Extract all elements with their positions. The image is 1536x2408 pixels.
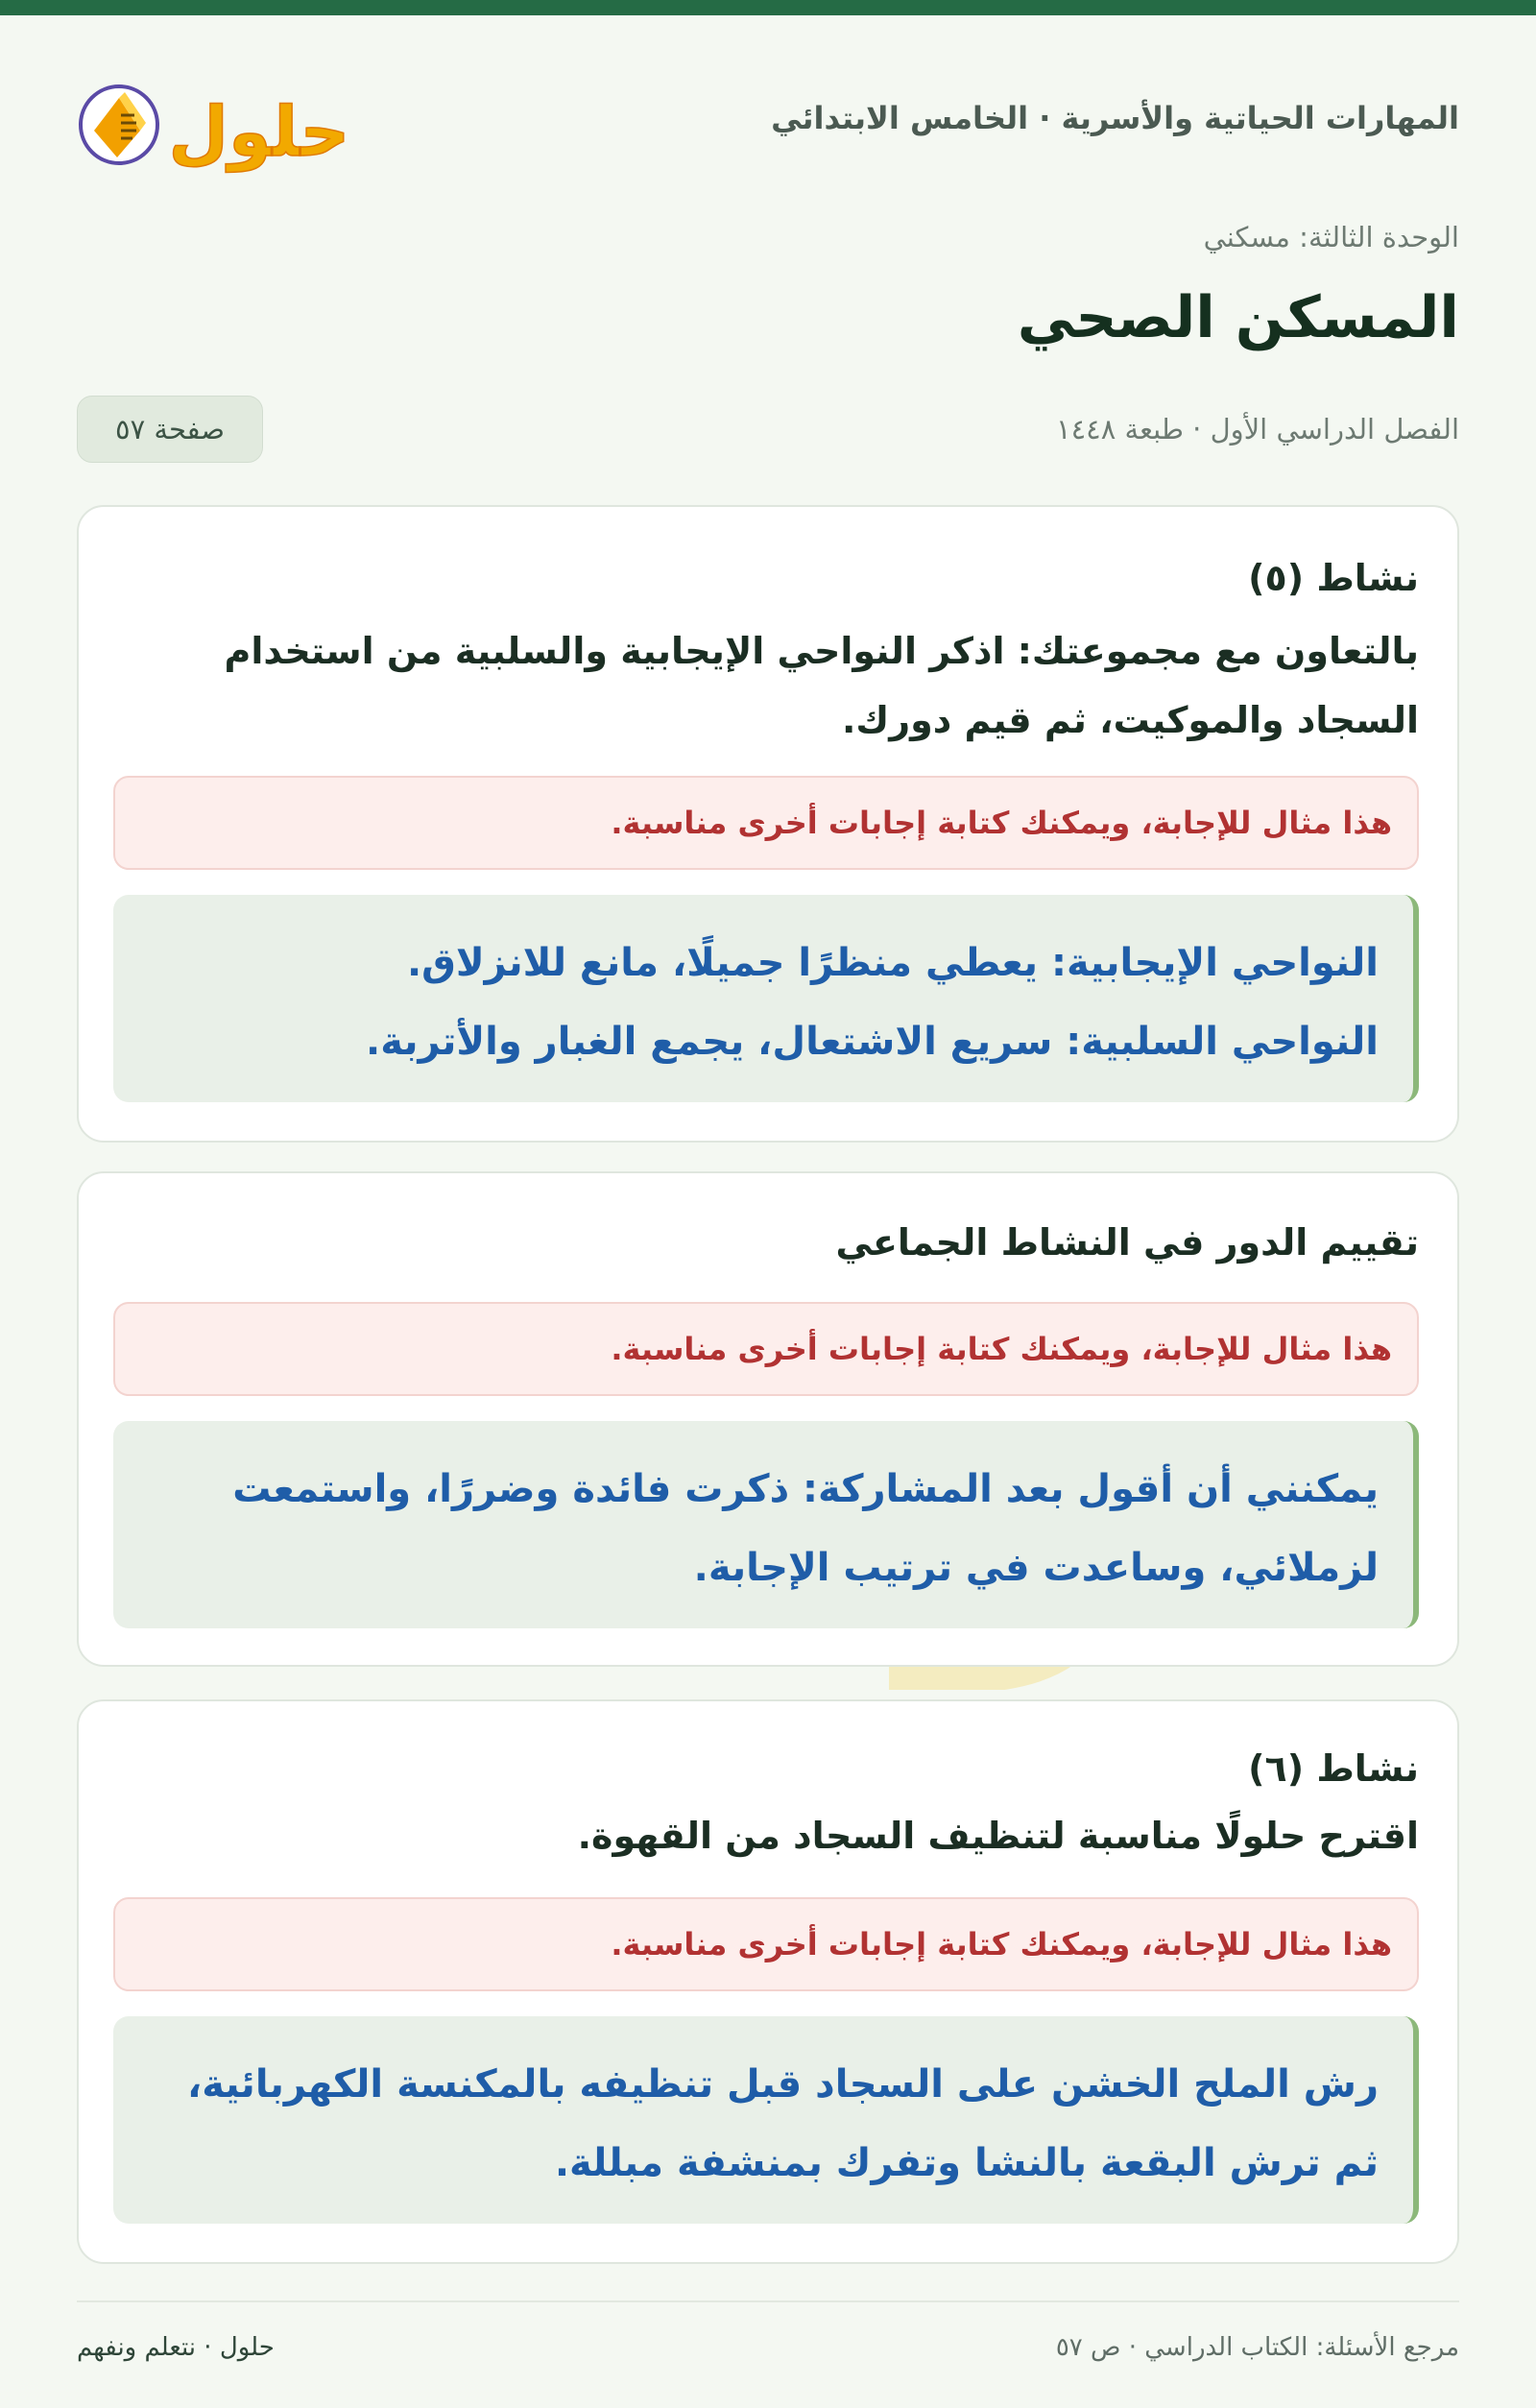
answer-line: ثم ترش البقعة بالنشا وتفرك بمنشفة مبللة. <box>554 2141 1379 2185</box>
top-accent-bar <box>0 0 1536 15</box>
activity-card <box>77 505 1459 1143</box>
answer-note: هذا مثال للإجابة، ويمكنك كتابة إجابات أخرى مناسبة. <box>113 1302 1419 1396</box>
footer-tagline: حلول · نتعلم ونفهم <box>77 2333 275 2362</box>
answer-box <box>113 895 1419 1102</box>
activity-question: اقترح حلولًا مناسبة لتنظيف السجاد من القهوة. <box>577 1815 1419 1857</box>
activity-heading: نشاط (٥) <box>1248 557 1419 599</box>
activity-question: بالتعاون مع مجموعتك: اذكر النواحي الإيجابية والسلبية من استخدام السجاد والموكيت، ثم قيم دورك. <box>224 630 1419 741</box>
page-header <box>77 63 1459 179</box>
unit-label: الوحدة الثالثة: مسكني <box>1203 221 1459 253</box>
activity-heading: نشاط (٦) <box>1248 1747 1419 1790</box>
answer-line: لزملائي، وساعدت في ترتيب الإجابة. <box>693 1546 1379 1590</box>
hulul-logo[interactable] <box>77 63 355 179</box>
footer-reference: مرجع الأسئلة: الكتاب الدراسي · ص ٥٧ <box>1055 2333 1459 2362</box>
answer-line: يمكنني أن أقول بعد المشاركة: ذكرت فائدة وضررًا، واستمعت <box>232 1467 1379 1511</box>
semester-info: الفصل الدراسي الأول · طبعة ١٤٤٨ <box>1056 413 1459 445</box>
page-number-badge: صفحة ٥٧ <box>77 396 263 463</box>
logo-text: حلول <box>168 91 350 172</box>
activity-card <box>77 1699 1459 2264</box>
answer-note: هذا مثال للإجابة، ويمكنك كتابة إجابات أخرى مناسبة. <box>113 776 1419 870</box>
answer-box <box>113 2016 1419 2224</box>
answer-box <box>113 1421 1419 1628</box>
answer-note: هذا مثال للإجابة، ويمكنك كتابة إجابات أخرى مناسبة. <box>113 1897 1419 1991</box>
answer-line: رش الملح الخشن على السجاد قبل تنظيفه بالمكنسة الكهربائية، <box>187 2062 1379 2107</box>
book-title: المهارات الحياتية والأسرية · الخامس الابتدائي <box>771 100 1459 136</box>
activity-heading: تقييم الدور في النشاط الجماعي <box>835 1221 1419 1264</box>
footer-divider <box>77 2300 1459 2302</box>
answer-line: النواحي الإيجابية: يعطي منظرًا جميلًا، مانع للانزلاق. <box>406 941 1379 985</box>
page-title: المسكن الصحي <box>1017 284 1459 351</box>
answer-line: النواحي السلبية: سريع الاشتعال، يجمع الغبار والأتربة. <box>366 1020 1379 1064</box>
activity-card <box>77 1171 1459 1667</box>
